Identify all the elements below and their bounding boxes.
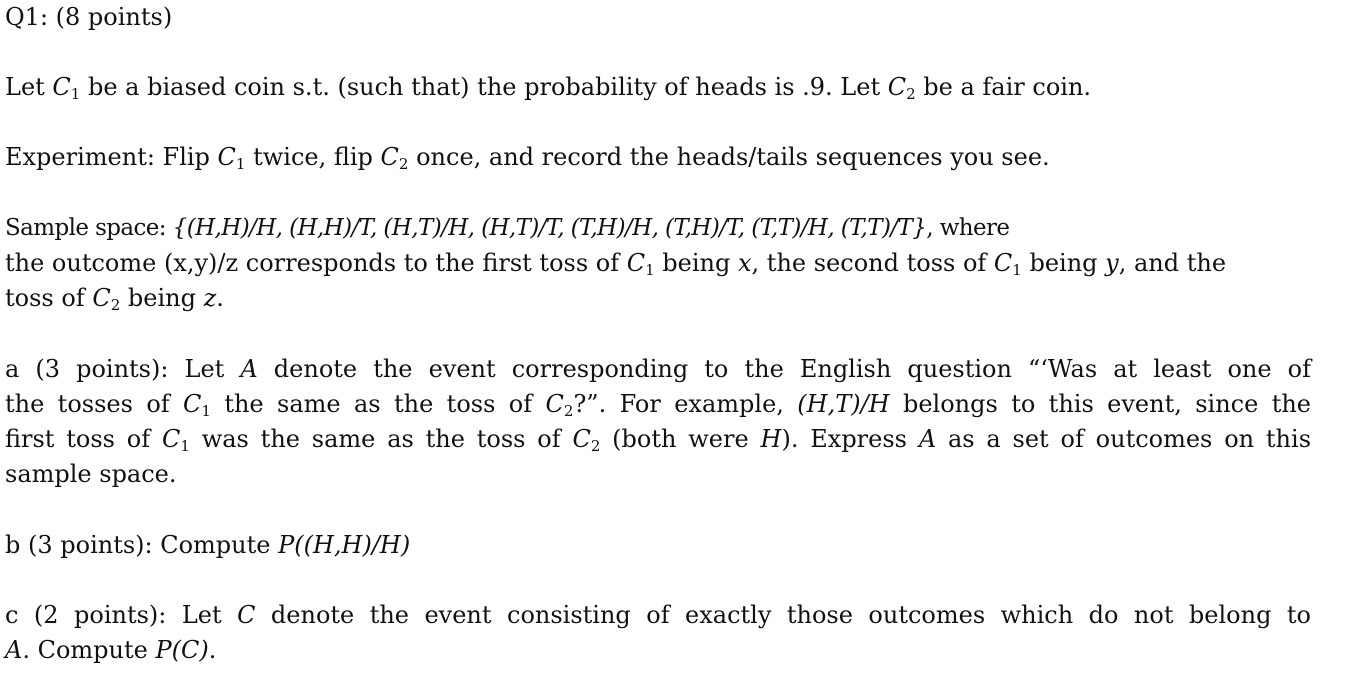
math-symbol: A (5, 636, 23, 664)
part-a-text: (both were (600, 425, 761, 453)
math-symbol: C (161, 425, 181, 453)
experiment-text: twice, flip (245, 143, 381, 171)
question-title: Q1: (8 points) (5, 3, 173, 31)
math-symbol: C (572, 425, 591, 453)
sample-space-label: Sample space: (5, 215, 173, 241)
part-a-text: was the same as the toss of (189, 425, 573, 453)
sample-space-text: the outcome (x,y)/z corresponds to the first toss of (5, 249, 627, 277)
math-expression: P((H,H)/H) (278, 531, 411, 559)
math-subscript: 2 (906, 85, 916, 103)
math-subscript: 2 (590, 437, 601, 455)
part-c-text: c (2 points): Let (5, 601, 238, 629)
part-a-text: belongs to this event, since the (889, 390, 1312, 418)
math-symbol: C (52, 73, 71, 101)
part-b-paragraph (5, 528, 410, 563)
math-symbol: z (203, 284, 217, 312)
intro-text: be a fair coin. (915, 73, 1092, 101)
math-subscript: 1 (645, 261, 655, 279)
math-symbol: C (993, 249, 1013, 277)
part-b-text: b (3 points): Compute (5, 531, 279, 559)
math-subscript: 2 (563, 402, 574, 420)
math-symbol: y (1105, 249, 1119, 277)
math-symbol: C (183, 390, 202, 418)
sample-space-text: , where (926, 215, 1010, 241)
math-symbol: H (760, 425, 782, 453)
math-symbol: C (887, 73, 907, 101)
math-symbol: A (240, 355, 258, 383)
sample-space-text: . (216, 284, 224, 312)
sample-space-text: , and the (1118, 249, 1227, 277)
intro-text: Let (5, 73, 53, 101)
math-subscript: 1 (180, 437, 190, 455)
math-subscript: 2 (110, 296, 121, 314)
sample-space-text: being (120, 284, 204, 312)
sample-space-set: {(H,H)/H, (H,H)/T, (H,T)/H, (H,T)/T, (T,H)/H, (T,H)/T, (T,T)/H, (T,T)/T} (172, 215, 927, 241)
math-symbol: C (92, 284, 111, 312)
math-expression: (H,T)/H (797, 390, 890, 418)
part-c-text: denote the event consisting of exactly those outcomes which do not belong to (255, 601, 1311, 629)
part-a-text: first toss of (5, 425, 162, 453)
part-c-text: . (208, 636, 217, 664)
sample-space-text: toss of (5, 284, 93, 312)
part-a-line-1 (5, 352, 1311, 387)
intro-paragraph (5, 70, 1091, 112)
intro-text: be a biased coin s.t. (such that) the probability of heads is .9. Let (80, 73, 888, 101)
math-symbol: A (918, 425, 937, 453)
part-a-text: ). Express (781, 425, 919, 453)
sample-space-text: being (654, 249, 738, 277)
part-a-text: a (3 points): Let (5, 355, 241, 383)
math-subscript: 1 (70, 85, 81, 103)
part-a-text: ?”. For example, (573, 390, 798, 418)
part-a-line-3 (5, 422, 1311, 464)
sample-space-line-3 (5, 281, 224, 323)
math-symbol: C (626, 249, 646, 277)
part-c-text: . Compute (22, 636, 156, 664)
sample-space-line-1 (5, 211, 1009, 246)
sample-space-text: being (1021, 249, 1106, 277)
math-subscript: 2 (398, 155, 409, 173)
part-a-text: as a set of outcomes on this (936, 425, 1312, 453)
experiment-paragraph (5, 140, 1050, 182)
math-subscript: 1 (1012, 261, 1022, 279)
math-expression: P(C) (155, 636, 209, 664)
part-a-line-4: sample space. (5, 460, 177, 488)
part-a-text: the tosses of (5, 390, 184, 418)
math-subscript: 1 (201, 402, 211, 420)
part-c-line-2 (5, 633, 216, 668)
math-symbol: x (738, 249, 752, 277)
math-symbol: C (380, 143, 399, 171)
experiment-text: once, and record the heads/tails sequences you see. (408, 143, 1050, 171)
math-symbol: C (545, 390, 564, 418)
experiment-text: Experiment: Flip (5, 143, 218, 171)
math-symbol: C (237, 601, 256, 629)
part-c-line-1 (5, 598, 1311, 633)
part-a-text: the same as the toss of (210, 390, 546, 418)
math-subscript: 1 (235, 155, 246, 173)
part-a-text: denote the event corresponding to the English question “‘Was at least one of (257, 355, 1311, 383)
sample-space-text: , the second toss of (751, 249, 994, 277)
math-symbol: C (217, 143, 236, 171)
